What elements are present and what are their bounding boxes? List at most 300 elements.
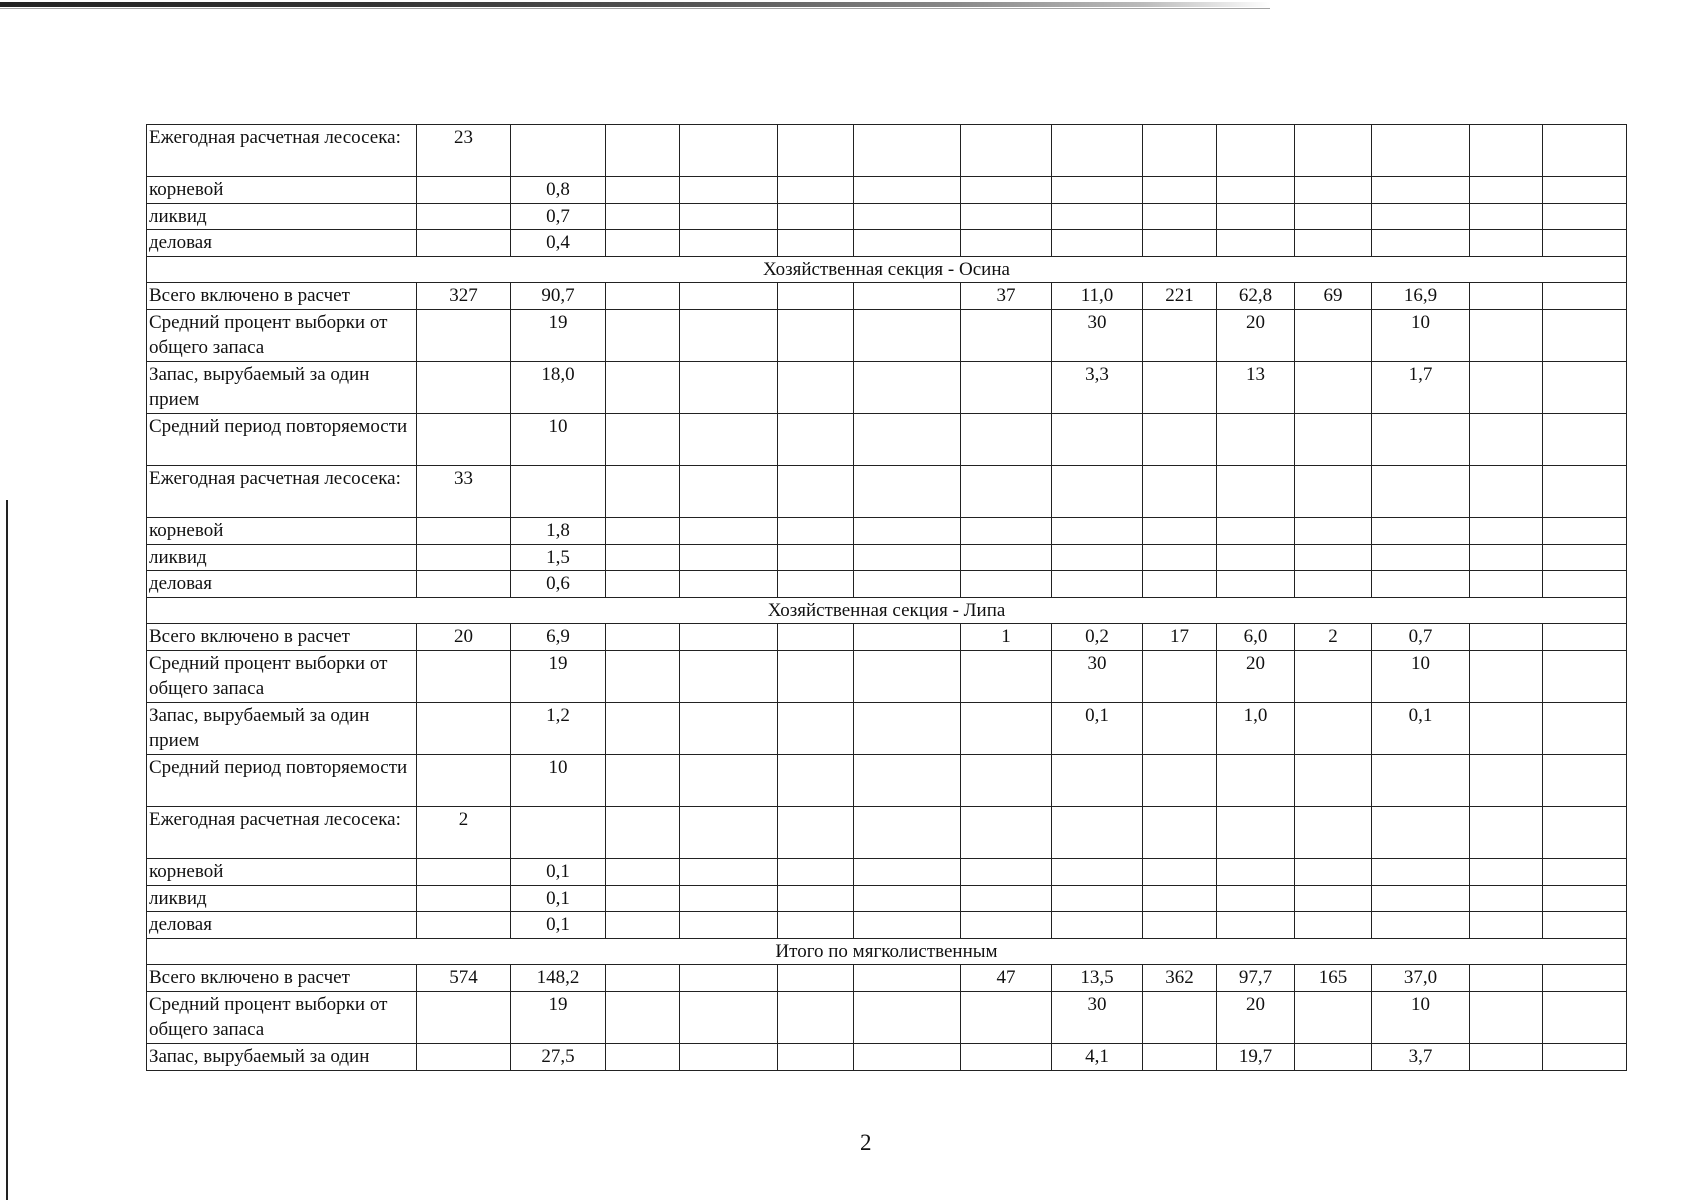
table-row bbox=[147, 806, 1627, 858]
table-cell: 0,7 bbox=[511, 203, 606, 230]
table-cell bbox=[680, 465, 778, 517]
table-cell bbox=[1372, 806, 1470, 858]
table-cell bbox=[854, 203, 961, 230]
table-cell: 3,3 bbox=[1052, 361, 1143, 413]
table-cell: 19 bbox=[511, 650, 606, 702]
table-cell bbox=[1295, 544, 1372, 571]
table-cell bbox=[1143, 650, 1217, 702]
table-row bbox=[147, 650, 1627, 702]
table-cell bbox=[1470, 125, 1543, 177]
table-cell bbox=[680, 177, 778, 204]
table-cell: 20 bbox=[1217, 650, 1295, 702]
table-cell bbox=[511, 465, 606, 517]
table-row bbox=[147, 230, 1627, 257]
table-cell bbox=[854, 361, 961, 413]
table-cell bbox=[854, 991, 961, 1043]
table-cell: 0,1 bbox=[1052, 702, 1143, 754]
table-cell bbox=[417, 650, 511, 702]
table-cell bbox=[1217, 230, 1295, 257]
table-cell bbox=[511, 125, 606, 177]
table-cell bbox=[1143, 806, 1217, 858]
table-cell bbox=[778, 283, 854, 310]
page-number: 2 bbox=[860, 1130, 872, 1155]
table-cell bbox=[1295, 309, 1372, 361]
table-cell bbox=[1295, 571, 1372, 598]
table-cell: 23 bbox=[417, 125, 511, 177]
table-cell bbox=[1052, 125, 1143, 177]
table-cell bbox=[1217, 544, 1295, 571]
table-cell bbox=[1543, 177, 1627, 204]
table-cell bbox=[1543, 885, 1627, 912]
table-cell bbox=[1470, 624, 1543, 651]
table-cell bbox=[417, 754, 511, 806]
table-cell: 33 bbox=[417, 465, 511, 517]
table-cell: 10 bbox=[1372, 650, 1470, 702]
table-row bbox=[147, 413, 1627, 465]
table-cell bbox=[1217, 413, 1295, 465]
row-label: Ежегодная расчетная лесосека: bbox=[147, 125, 417, 177]
table-cell bbox=[1295, 702, 1372, 754]
table-cell bbox=[417, 517, 511, 544]
table-cell bbox=[1217, 125, 1295, 177]
table-cell bbox=[1470, 991, 1543, 1043]
scan-edge-line-thin bbox=[0, 8, 1270, 9]
row-label: деловая bbox=[147, 230, 417, 257]
table-cell: 30 bbox=[1052, 991, 1143, 1043]
table-cell: 0,7 bbox=[1372, 624, 1470, 651]
table-cell bbox=[1372, 230, 1470, 257]
table-cell bbox=[1470, 885, 1543, 912]
table-cell: 148,2 bbox=[511, 965, 606, 992]
table-cell bbox=[1295, 885, 1372, 912]
table-cell bbox=[854, 650, 961, 702]
table-cell: 362 bbox=[1143, 965, 1217, 992]
table-cell bbox=[854, 125, 961, 177]
table-cell bbox=[1543, 203, 1627, 230]
table-cell bbox=[778, 885, 854, 912]
table-cell bbox=[778, 203, 854, 230]
table-cell bbox=[417, 912, 511, 939]
table-cell bbox=[854, 1043, 961, 1070]
table-cell: 17 bbox=[1143, 624, 1217, 651]
table-cell bbox=[606, 465, 680, 517]
table-cell: 0,2 bbox=[1052, 624, 1143, 651]
table-cell: 13,5 bbox=[1052, 965, 1143, 992]
table-cell bbox=[961, 230, 1052, 257]
table-cell bbox=[1143, 465, 1217, 517]
table-cell bbox=[778, 465, 854, 517]
table-cell bbox=[606, 885, 680, 912]
table-cell bbox=[1143, 517, 1217, 544]
table-cell bbox=[1052, 571, 1143, 598]
table-cell bbox=[417, 309, 511, 361]
table-cell bbox=[961, 806, 1052, 858]
table-cell bbox=[1543, 912, 1627, 939]
table-cell bbox=[1295, 177, 1372, 204]
table-cell bbox=[1295, 413, 1372, 465]
table-cell bbox=[680, 230, 778, 257]
section-header-row bbox=[147, 938, 1627, 965]
table-cell bbox=[1052, 754, 1143, 806]
table-cell: 1,8 bbox=[511, 517, 606, 544]
table-cell bbox=[1543, 125, 1627, 177]
table-cell bbox=[1295, 754, 1372, 806]
table-cell bbox=[1052, 885, 1143, 912]
table-cell: 327 bbox=[417, 283, 511, 310]
table-cell bbox=[961, 361, 1052, 413]
table-cell bbox=[1295, 1043, 1372, 1070]
row-label: Средний процент выборки от общего запаса bbox=[147, 309, 417, 361]
table-cell bbox=[1143, 702, 1217, 754]
table-cell bbox=[778, 912, 854, 939]
table-cell: 20 bbox=[1217, 991, 1295, 1043]
table-cell: 18,0 bbox=[511, 361, 606, 413]
row-label: Запас, вырубаемый за один прием bbox=[147, 702, 417, 754]
table-cell bbox=[680, 544, 778, 571]
table-cell bbox=[854, 858, 961, 885]
table-cell bbox=[778, 965, 854, 992]
table-cell bbox=[417, 361, 511, 413]
row-label: корневой bbox=[147, 858, 417, 885]
table-row bbox=[147, 283, 1627, 310]
table-cell bbox=[1543, 991, 1627, 1043]
table-cell bbox=[1470, 283, 1543, 310]
table-cell bbox=[1470, 177, 1543, 204]
table-cell: 1,2 bbox=[511, 702, 606, 754]
row-label: Средний период повторяемости bbox=[147, 754, 417, 806]
table-cell bbox=[778, 650, 854, 702]
table-cell bbox=[417, 177, 511, 204]
table-cell bbox=[1295, 361, 1372, 413]
table-cell bbox=[680, 991, 778, 1043]
row-label: Всего включено в расчет bbox=[147, 624, 417, 651]
table-cell bbox=[854, 754, 961, 806]
table-cell bbox=[1143, 754, 1217, 806]
table-cell bbox=[1372, 413, 1470, 465]
table-cell bbox=[680, 309, 778, 361]
table-cell bbox=[1372, 125, 1470, 177]
table-cell bbox=[1052, 230, 1143, 257]
table-row bbox=[147, 544, 1627, 571]
table-cell: 16,9 bbox=[1372, 283, 1470, 310]
section-title: Итого по мягколиственным bbox=[147, 938, 1627, 965]
table-cell: 0,4 bbox=[511, 230, 606, 257]
table-cell: 20 bbox=[417, 624, 511, 651]
table-cell bbox=[961, 544, 1052, 571]
table-cell bbox=[1470, 230, 1543, 257]
table-cell bbox=[1143, 1043, 1217, 1070]
table-cell: 30 bbox=[1052, 309, 1143, 361]
table-cell bbox=[1143, 125, 1217, 177]
table-cell bbox=[1543, 230, 1627, 257]
table-cell bbox=[1372, 517, 1470, 544]
table-cell bbox=[1543, 283, 1627, 310]
table-cell: 165 bbox=[1295, 965, 1372, 992]
table-cell bbox=[778, 624, 854, 651]
table-row bbox=[147, 885, 1627, 912]
table-cell bbox=[1470, 413, 1543, 465]
table-cell bbox=[1470, 650, 1543, 702]
table-cell bbox=[606, 650, 680, 702]
section-title: Хозяйственная секция - Осина bbox=[147, 256, 1627, 283]
table-cell bbox=[417, 991, 511, 1043]
table-cell bbox=[1143, 991, 1217, 1043]
table-cell bbox=[961, 203, 1052, 230]
table-cell: 37,0 bbox=[1372, 965, 1470, 992]
table-cell bbox=[1470, 965, 1543, 992]
table-cell: 90,7 bbox=[511, 283, 606, 310]
table-cell bbox=[961, 517, 1052, 544]
table-cell bbox=[1295, 806, 1372, 858]
table-cell bbox=[778, 858, 854, 885]
table-cell bbox=[1052, 806, 1143, 858]
table-cell bbox=[680, 125, 778, 177]
table-cell bbox=[1217, 806, 1295, 858]
table-cell bbox=[854, 702, 961, 754]
table-cell bbox=[1470, 544, 1543, 571]
table-cell: 2 bbox=[1295, 624, 1372, 651]
table-cell bbox=[606, 991, 680, 1043]
table-cell: 0,1 bbox=[1372, 702, 1470, 754]
table-cell: 574 bbox=[417, 965, 511, 992]
table-cell bbox=[1295, 230, 1372, 257]
table-row bbox=[147, 991, 1627, 1043]
table-cell bbox=[680, 806, 778, 858]
table-cell bbox=[854, 283, 961, 310]
table-cell bbox=[778, 309, 854, 361]
table-cell bbox=[1372, 912, 1470, 939]
table-cell bbox=[1217, 858, 1295, 885]
table-cell bbox=[417, 203, 511, 230]
table-cell bbox=[1470, 465, 1543, 517]
table-cell bbox=[961, 413, 1052, 465]
table-cell bbox=[854, 544, 961, 571]
table-cell bbox=[961, 571, 1052, 598]
table-cell bbox=[1052, 177, 1143, 204]
table-cell bbox=[854, 885, 961, 912]
table-cell bbox=[1543, 965, 1627, 992]
table-cell bbox=[1470, 912, 1543, 939]
table-cell bbox=[961, 702, 1052, 754]
table-cell bbox=[961, 309, 1052, 361]
table-cell bbox=[1372, 885, 1470, 912]
table-cell bbox=[1217, 465, 1295, 517]
row-label: ликвид bbox=[147, 885, 417, 912]
table-cell: 0,1 bbox=[511, 858, 606, 885]
table-cell bbox=[1217, 203, 1295, 230]
table-cell: 19 bbox=[511, 991, 606, 1043]
table-cell bbox=[1372, 544, 1470, 571]
table-cell bbox=[961, 125, 1052, 177]
table-cell bbox=[1470, 1043, 1543, 1070]
table-cell bbox=[778, 571, 854, 598]
table-cell bbox=[1372, 177, 1470, 204]
row-label: Средний период повторяемости bbox=[147, 413, 417, 465]
section-header-row bbox=[147, 256, 1627, 283]
table-cell: 10 bbox=[1372, 309, 1470, 361]
table-cell bbox=[1470, 702, 1543, 754]
row-label: корневой bbox=[147, 517, 417, 544]
table-cell bbox=[606, 1043, 680, 1070]
table-cell: 0,8 bbox=[511, 177, 606, 204]
table-cell bbox=[1143, 858, 1217, 885]
row-label: Средний процент выборки от общего запаса bbox=[147, 650, 417, 702]
table-cell bbox=[1052, 203, 1143, 230]
table-cell bbox=[680, 965, 778, 992]
table-cell bbox=[778, 702, 854, 754]
table-cell bbox=[417, 571, 511, 598]
table-cell bbox=[606, 309, 680, 361]
table-cell bbox=[417, 858, 511, 885]
table-cell bbox=[1143, 203, 1217, 230]
row-label: ликвид bbox=[147, 203, 417, 230]
table-cell bbox=[606, 230, 680, 257]
table-cell: 1,5 bbox=[511, 544, 606, 571]
table-cell bbox=[854, 230, 961, 257]
table-cell bbox=[1295, 912, 1372, 939]
table-cell bbox=[1470, 571, 1543, 598]
table-cell bbox=[1295, 203, 1372, 230]
row-label: Запас, вырубаемый за один прием bbox=[147, 361, 417, 413]
table-cell bbox=[1543, 1043, 1627, 1070]
table-cell bbox=[680, 624, 778, 651]
table-cell bbox=[854, 624, 961, 651]
table-cell bbox=[606, 517, 680, 544]
table-row bbox=[147, 177, 1627, 204]
table-cell bbox=[1295, 858, 1372, 885]
table-cell bbox=[1470, 858, 1543, 885]
table-cell bbox=[1543, 754, 1627, 806]
table-cell: 0,1 bbox=[511, 885, 606, 912]
table-cell bbox=[1217, 177, 1295, 204]
table-cell bbox=[680, 754, 778, 806]
table-cell bbox=[1543, 650, 1627, 702]
table-cell: 10 bbox=[511, 754, 606, 806]
table-cell bbox=[1470, 309, 1543, 361]
table-cell bbox=[1470, 361, 1543, 413]
table-cell bbox=[1143, 309, 1217, 361]
table-cell bbox=[854, 571, 961, 598]
row-label: Всего включено в расчет bbox=[147, 965, 417, 992]
table-cell: 2 bbox=[417, 806, 511, 858]
table-cell bbox=[680, 1043, 778, 1070]
table-cell bbox=[606, 544, 680, 571]
table-cell bbox=[778, 544, 854, 571]
row-label: ликвид bbox=[147, 544, 417, 571]
table-cell bbox=[1143, 912, 1217, 939]
table-cell bbox=[606, 624, 680, 651]
table-cell bbox=[854, 177, 961, 204]
table-cell bbox=[606, 858, 680, 885]
table-cell bbox=[1543, 465, 1627, 517]
table-cell bbox=[680, 361, 778, 413]
table-row bbox=[147, 912, 1627, 939]
table-cell bbox=[854, 309, 961, 361]
table-cell bbox=[606, 965, 680, 992]
table-cell: 20 bbox=[1217, 309, 1295, 361]
table-cell bbox=[1372, 858, 1470, 885]
table-cell bbox=[606, 912, 680, 939]
table-cell bbox=[778, 361, 854, 413]
table-cell bbox=[1052, 858, 1143, 885]
table-cell bbox=[1295, 991, 1372, 1043]
table-cell bbox=[1217, 885, 1295, 912]
allowable-cut-table bbox=[146, 124, 1627, 1071]
table-cell bbox=[417, 702, 511, 754]
table-cell: 69 bbox=[1295, 283, 1372, 310]
section-header-row bbox=[147, 597, 1627, 624]
table-cell bbox=[854, 517, 961, 544]
table-cell bbox=[1543, 309, 1627, 361]
table-cell: 30 bbox=[1052, 650, 1143, 702]
table-cell bbox=[680, 885, 778, 912]
table-cell bbox=[778, 230, 854, 257]
table-row bbox=[147, 1043, 1627, 1070]
table-cell bbox=[606, 413, 680, 465]
table-cell bbox=[606, 806, 680, 858]
table-cell bbox=[1372, 465, 1470, 517]
table-cell bbox=[961, 177, 1052, 204]
table-cell bbox=[1143, 361, 1217, 413]
table-cell bbox=[1543, 624, 1627, 651]
table-cell bbox=[606, 571, 680, 598]
table-cell bbox=[1295, 465, 1372, 517]
table-cell bbox=[1143, 571, 1217, 598]
table-cell: 62,8 bbox=[1217, 283, 1295, 310]
table-row bbox=[147, 624, 1627, 651]
table-cell bbox=[680, 413, 778, 465]
table-cell: 1,0 bbox=[1217, 702, 1295, 754]
row-label: Средний процент выборки от общего запаса bbox=[147, 991, 417, 1043]
row-label: деловая bbox=[147, 912, 417, 939]
table-cell bbox=[1543, 361, 1627, 413]
section-title: Хозяйственная секция - Липа bbox=[147, 597, 1627, 624]
table-cell bbox=[680, 517, 778, 544]
table-cell: 11,0 bbox=[1052, 283, 1143, 310]
table-cell bbox=[854, 413, 961, 465]
table-cell: 0,1 bbox=[511, 912, 606, 939]
table-cell bbox=[417, 885, 511, 912]
table-cell: 10 bbox=[511, 413, 606, 465]
table-cell: 3,7 bbox=[1372, 1043, 1470, 1070]
table-cell bbox=[680, 912, 778, 939]
table-cell bbox=[778, 806, 854, 858]
table-cell bbox=[1543, 544, 1627, 571]
table-cell bbox=[1543, 702, 1627, 754]
row-label: Всего включено в расчет bbox=[147, 283, 417, 310]
table-cell: 47 bbox=[961, 965, 1052, 992]
table-cell bbox=[961, 991, 1052, 1043]
table-cell bbox=[1052, 544, 1143, 571]
table-row bbox=[147, 465, 1627, 517]
table-cell bbox=[1543, 858, 1627, 885]
table-cell: 221 bbox=[1143, 283, 1217, 310]
table-cell bbox=[854, 465, 961, 517]
table-cell bbox=[961, 1043, 1052, 1070]
table-cell bbox=[1217, 517, 1295, 544]
table-cell: 4,1 bbox=[1052, 1043, 1143, 1070]
table-cell: 1 bbox=[961, 624, 1052, 651]
table-cell bbox=[1217, 754, 1295, 806]
row-label: Ежегодная расчетная лесосека: bbox=[147, 806, 417, 858]
table-cell bbox=[1543, 517, 1627, 544]
table-cell bbox=[854, 965, 961, 992]
table-cell bbox=[417, 1043, 511, 1070]
table-cell: 37 bbox=[961, 283, 1052, 310]
table-cell bbox=[854, 912, 961, 939]
table-cell: 0,6 bbox=[511, 571, 606, 598]
table-cell bbox=[1470, 517, 1543, 544]
